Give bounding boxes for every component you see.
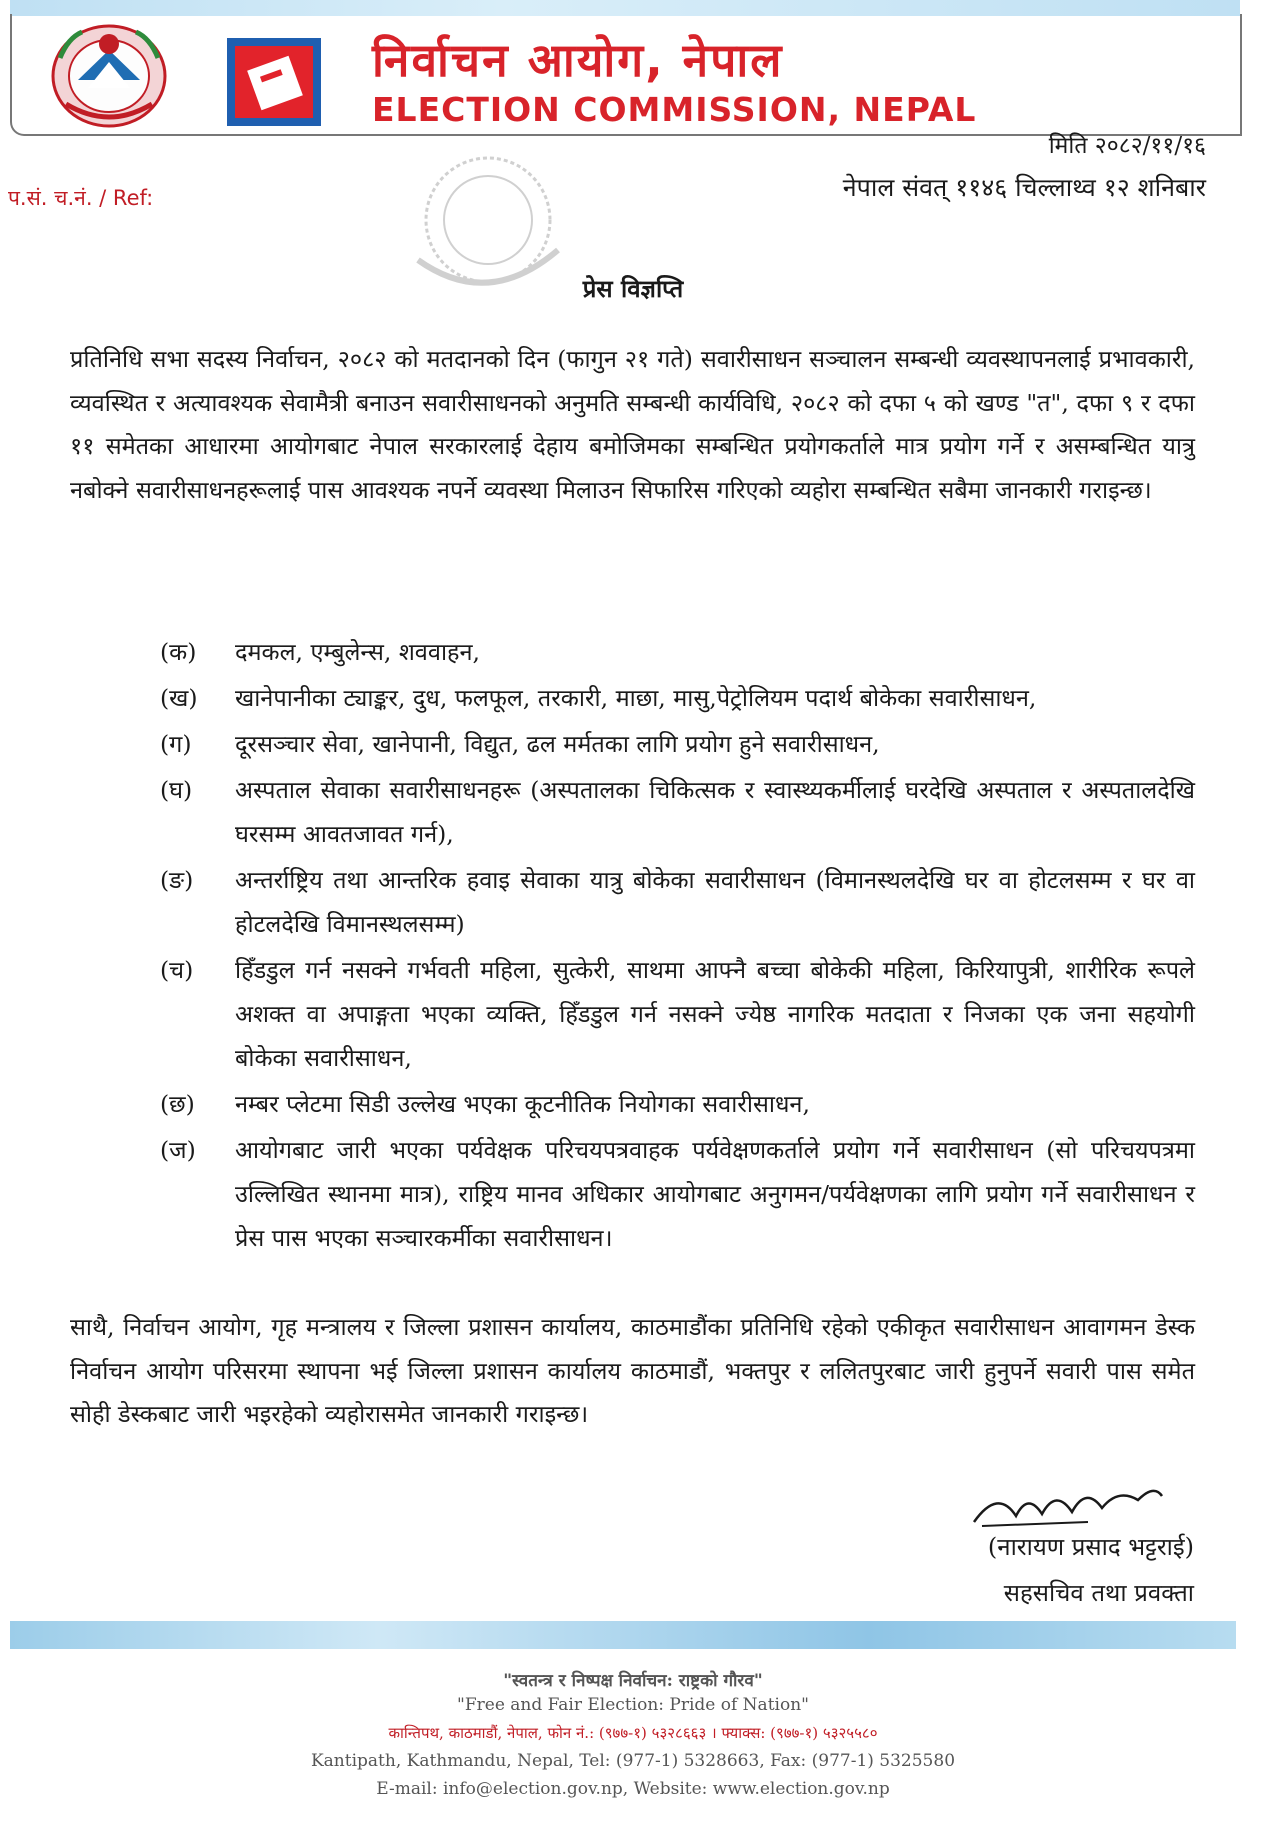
nepal-emblem-icon [48, 18, 170, 130]
list-item [160, 858, 1195, 946]
list-item-text: अस्पताल सेवाका सवारीसाधनहरू (अस्पतालका चिकित्सक र स्वास्थ्यकर्मीलाई घरदेखि अस्पताल र अस्पतालदेखि घरसम्म आवतजावत गर्न), [235, 776, 1195, 848]
signatory-name: (नारायण प्रसाद भट्टराई) [987, 1533, 1194, 1561]
footer-slogan-english: "Free and Fair Election: Pride of Nation" [457, 1695, 809, 1715]
list-item-label: (छ) [160, 1090, 195, 1118]
list-item-text: खानेपानीका ट्याङ्कर, दुध, फलफूल, तरकारी, माछा, मासु,पेट्रोलियम पदार्थ बोकेका सवारीसाधन, [235, 684, 1037, 712]
list-item [160, 1128, 1195, 1260]
commission-title-english: ELECTION COMMISSION, NEPAL [372, 90, 977, 129]
list-item-text: दमकल, एम्बुलेन्स, शववाहन, [235, 638, 481, 666]
list-item-text: नम्बर प्लेटमा सिडी उल्लेख भएका कूटनीतिक नियोगका सवारीसाधन, [235, 1090, 810, 1118]
list-item [160, 676, 1195, 720]
list-item-label: (ग) [160, 730, 192, 758]
reference-number: प.सं. च.नं. / Ref: [8, 186, 154, 210]
closing-paragraph: साथै, निर्वाचन आयोग, गृह मन्त्रालय र जिल्ला प्रशासन कार्यालय, काठमाडौंका प्रतिनिधि रहेको एकीकृत सवारीसाधन आवागमन डेस्क निर्वाचन आयोग परिसरमा स्थापना भई जिल्ला प्रशासन कार्यालय काठमाडौं, भक्तपुर र ललितपुरबाट जारी हुनुपर्ने सवारी पास समेत सोही डेस्कबाट जारी भइरहेको व्यहोरासमेत जानकारी गराइन्छ। [70, 1313, 1195, 1428]
list-item-text: अन्तर्राष्ट्रिय तथा आन्तरिक हवाइ सेवाका यात्रु बोकेका सवारीसाधन (विमानस्थलदेखि घर वा होटलसम्म र घर वा होटलदेखि विमानस्थलसम्म) [235, 866, 1195, 938]
footer-address-english: Kantipath, Kathmandu, Nepal, Tel: (977-1) 5328663, Fax: (977-1) 5325580 [310, 1751, 956, 1771]
date: मिति २०८२/११/१६ [1048, 133, 1206, 159]
commission-title-nepali: निर्वाचन आयोग, नेपाल [372, 33, 784, 87]
list-item-text: दूरसञ्चार सेवा, खानेपानी, विद्युत, ढल मर्मतका लागि प्रयोग हुने सवारीसाधन, [235, 730, 880, 758]
footer-band [10, 1621, 1236, 1649]
intro-paragraph: प्रतिनिधि सभा सदस्य निर्वाचन, २०८२ को मतदानको दिन (फागुन २१ गते) सवारीसाधन सञ्चालन सम्बन्धी व्यवस्थापनलाई प्रभावकारी, व्यवस्थित र अत्यावश्यक सेवामैत्री बनाउन सवारीसाधनको अनुमति सम्बन्धी कार्यविधि, २०८२ को दफा ५ को खण्ड "त", दफा ९ र दफा ११ समेतका आधारमा आयोगबाट नेपाल सरकारलाई देहाय बमोजिमका सम्बन्धित प्रयोगकर्ताले मात्र प्रयोग गर्ने र असम्बन्धित यात्रु नबोक्ने सवारीसाधनहरूलाई पास आवश्यक नपर्ने व्यवस्था मिलाउन सिफारिस गरिएको व्यहोरा सम्बन्धित सबैमा जानकारी गराइन्छ। [70, 345, 1195, 504]
list-item-text: आयोगबाट जारी भएका पर्यवेक्षक परिचयपत्रवाहक पर्यवेक्षणकर्ताले प्रयोग गर्ने सवारीसाधन (सो परिचयपत्रमा उल्लिखित स्थानमा मात्र), राष्ट्रिय मानव अधिकार आयोगबाट अनुगमन/पर्यवेक्षणका लागि प्रयोग गर्ने सवारीसाधन र प्रेस पास भएका सञ्चारकर्मीका सवारीसाधन। [235, 1136, 1195, 1252]
list-item-label: (क) [160, 638, 197, 666]
list-item [160, 948, 1195, 1080]
nepal-samvat-date: नेपाल संवत् ११४६ चिल्लाथ्व १२ शनिबार [842, 173, 1206, 202]
list-item-text: हिँडडुल गर्न नसक्ने गर्भवती महिला, सुत्केरी, साथमा आफ्नै बच्चा बोकेकी महिला, किरियापुत्री, शारीरिक रूपले अशक्त वा अपाङ्गता भएका व्यक्ति, हिँडडुल गर्न नसक्ने ज्येष्ठ नागरिक मतदाता र निजका एक जना सहयोगी बोकेका सवारीसाधन, [235, 956, 1195, 1072]
list-item [160, 1082, 1195, 1126]
footer-slogan-nepali: "स्वतन्त्र र निष्पक्ष निर्वाचन: राष्ट्रको गौरव" [503, 1671, 763, 1691]
signatory-title: सहसचिव तथा प्रवक्ता [1003, 1579, 1194, 1607]
list-item [160, 630, 1195, 674]
signature-icon [968, 1478, 1168, 1534]
footer-contact: E-mail: info@election.gov.np, Website: www.election.gov.np [376, 1779, 890, 1799]
list-item-label: (च) [160, 956, 194, 984]
list-item [160, 768, 1195, 856]
election-commission-logo-icon [225, 36, 323, 128]
press-release-heading: प्रेस विज्ञप्ति [582, 274, 684, 303]
footer-address-nepali: कान्तिपथ, काठमाडौं, नेपाल, फोन नं.: (९७७-१) ५३२८६६३ । फ्याक्स: (९७७-१) ५३२५५८० [388, 1724, 878, 1742]
list-item-label: (ख) [160, 684, 198, 712]
list-item [160, 722, 1195, 766]
list-item-label: (घ) [160, 776, 193, 804]
list-item-label: (ङ) [160, 866, 194, 894]
exempt-vehicle-list [160, 630, 1195, 1262]
list-item-label: (ज) [160, 1136, 196, 1164]
